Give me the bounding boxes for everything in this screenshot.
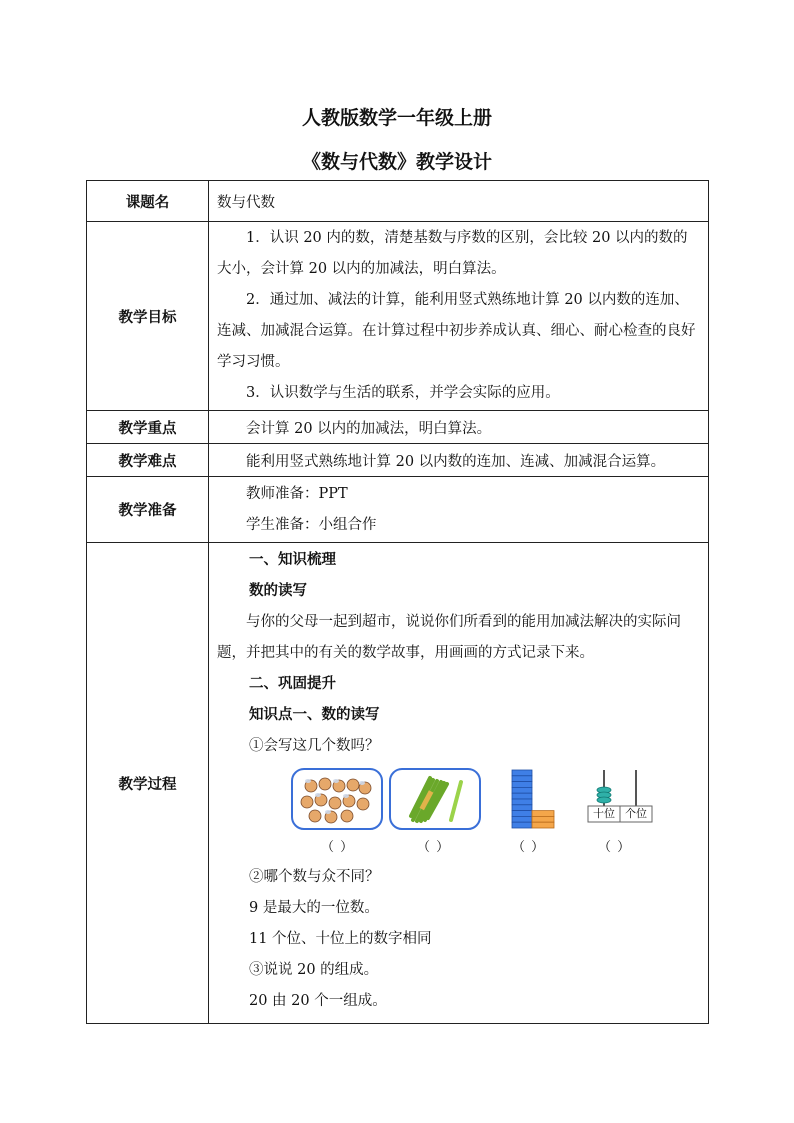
paragraph-supermarket: 与你的父母一起到超市，说说你们所看到的能用加减法解决的实际问题，并把其中的有关的数学故事，用画画的方式记录下来。 <box>217 614 681 661</box>
value-key-point: 会计算 20 以内的加减法，明白算法。 <box>209 411 709 444</box>
answer-bracket-2: （ ） <box>417 840 451 855</box>
base-ten-blocks-picture <box>510 768 560 834</box>
prep-teacher: 教师准备：PPT <box>246 485 348 502</box>
row-goals <box>87 222 709 411</box>
number-pictures <box>217 762 698 862</box>
answer-2a: 9 是最大的一位数。 <box>249 900 379 916</box>
answer-3: 20 由 20 个一组成。 <box>249 993 387 1009</box>
document-title: 人教版数学一年级上册 <box>301 107 492 129</box>
question-2: ②哪个数与众不同？ <box>249 869 380 885</box>
abacus-label-tens: 十位 <box>593 807 615 820</box>
value-difficulty: 能利用竖式熟练地计算 20 以内数的连加、连减、加减混合运算。 <box>209 444 709 477</box>
row-key-point <box>87 411 709 444</box>
answer-bracket-1: （ ） <box>321 840 355 855</box>
answer-bracket-4: （ ） <box>598 840 632 855</box>
row-preparation <box>87 477 709 543</box>
question-3: ③说说 20 的组成。 <box>249 962 379 978</box>
sticks-bundle-picture <box>389 768 481 834</box>
row-difficulty <box>87 444 709 477</box>
section-heading-1: 一、知识梳理 <box>249 552 336 568</box>
document-subtitle: 《数与代数》教学设计 <box>301 151 492 173</box>
row-topic <box>87 181 709 222</box>
prep-student: 学生准备：小组合作 <box>246 516 377 533</box>
bees-picture <box>291 768 383 834</box>
answer-bracket-3: （ ） <box>512 840 546 855</box>
label-process: 教学过程 <box>87 543 209 1024</box>
label-topic: 课题名 <box>87 181 209 222</box>
goal-3: 3．认识数学与生活的联系，并学会实际的应用。 <box>246 385 560 401</box>
goal-1: 1．认识 20 内的数，清楚基数与序数的区别，会比较 20 以内的数的大小，会计算 20 以内的加减法，明白算法。 <box>217 230 688 277</box>
section-heading-2: 二、巩固提升 <box>249 676 336 692</box>
label-key-point: 教学重点 <box>87 411 209 444</box>
subheading-read-write: 数的读写 <box>249 583 307 599</box>
lesson-plan-table <box>86 180 709 1024</box>
abacus-label-ones: 个位 <box>625 807 647 820</box>
label-preparation: 教学准备 <box>87 477 209 543</box>
knowledge-point-1: 知识点一、数的读写 <box>249 707 380 723</box>
question-1: ①会写这几个数吗？ <box>249 738 380 754</box>
label-goals: 教学目标 <box>87 222 209 411</box>
answer-2b: 11 个位、十位上的数字相同 <box>249 931 432 947</box>
row-process <box>87 543 709 1024</box>
value-topic: 数与代数 <box>209 181 709 222</box>
goal-2: 2．通过加、减法的计算，能利用竖式熟练地计算 20 以内数的连加、连减、加减混合运算。在计算过程中初步养成认真、细心、耐心检查的良好学习习惯。 <box>217 292 696 370</box>
label-difficulty: 教学难点 <box>87 444 209 477</box>
